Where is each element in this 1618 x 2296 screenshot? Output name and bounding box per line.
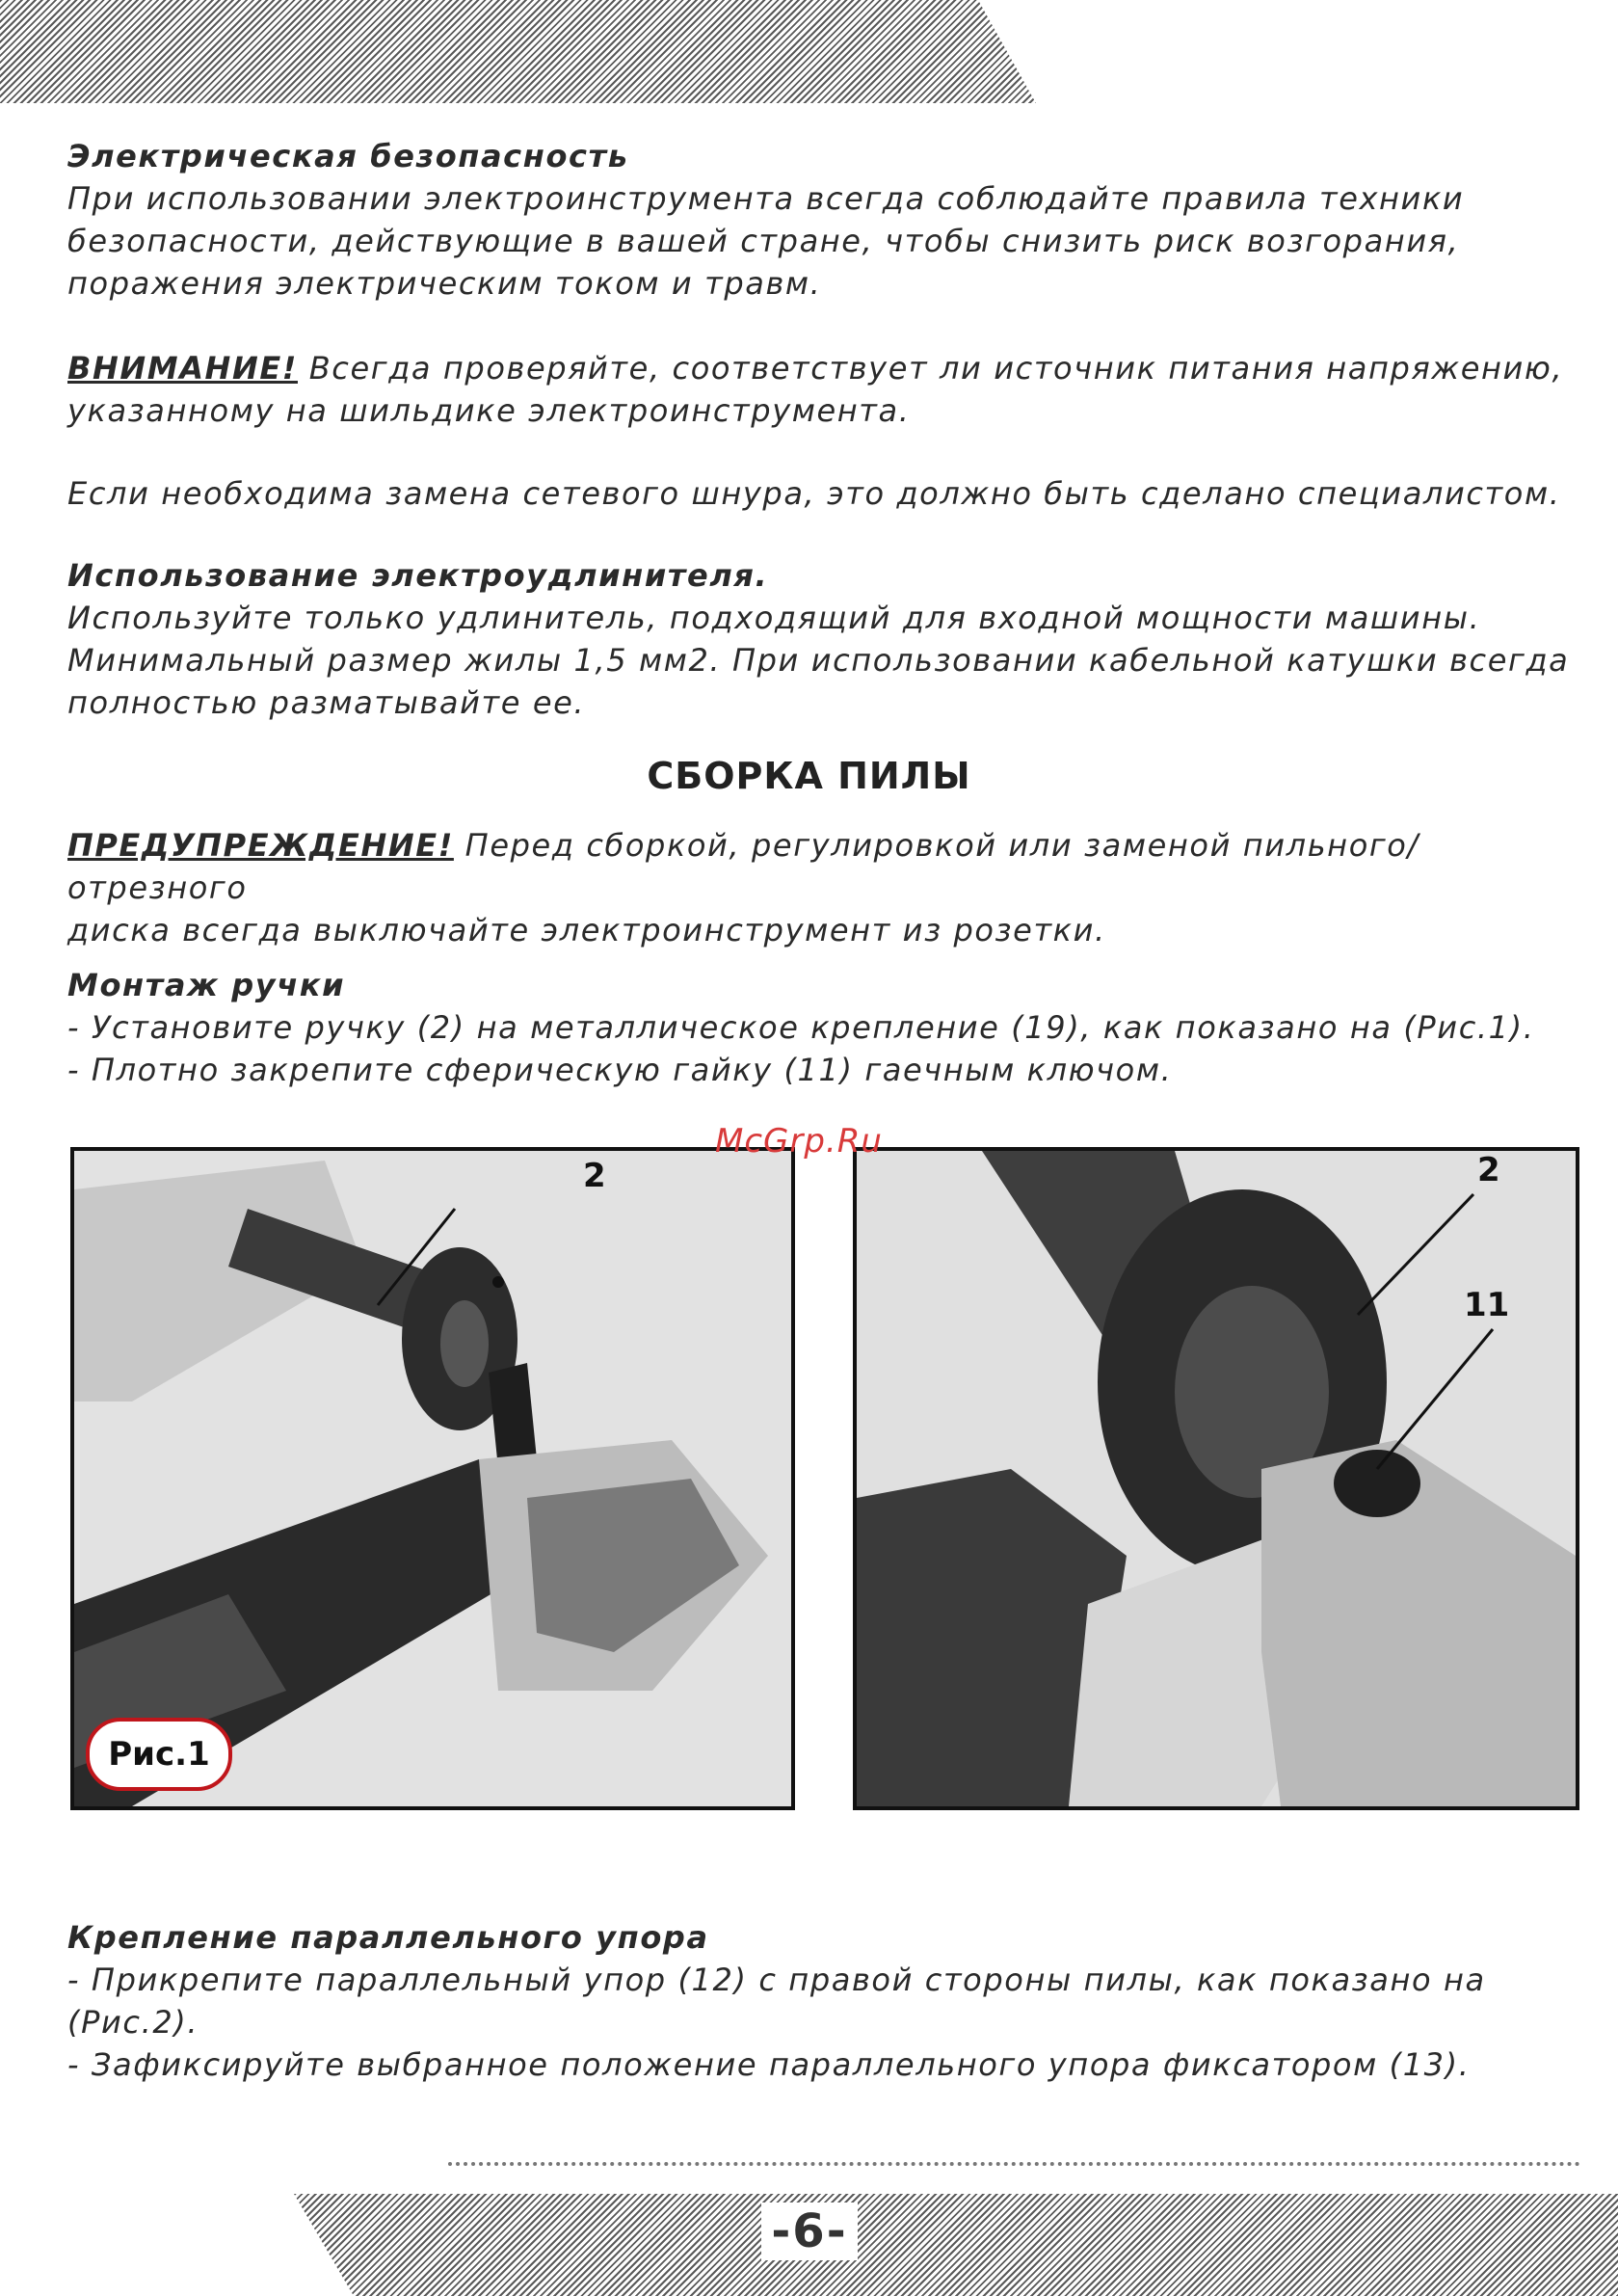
figure-1-callout: 2 bbox=[583, 1157, 606, 1195]
handle-mount-section bbox=[67, 964, 1571, 1091]
parallel-stop-section bbox=[67, 1916, 1571, 2086]
figure-2-callout-handle: 2 bbox=[1477, 1151, 1500, 1189]
attention-paragraph bbox=[67, 347, 1571, 432]
extension-title: Использование электроудлинителя. bbox=[67, 557, 769, 594]
section-title: СБОРКА ПИЛЫ bbox=[647, 755, 971, 797]
figure-1-photo bbox=[70, 1147, 795, 1810]
parallel-stop-line: - Зафиксируйте выбранное положение параллельного упора фиксатором (13). bbox=[67, 2046, 1471, 2083]
warning-label: ПРЕДУПРЕЖДЕНИЕ! bbox=[67, 827, 454, 864]
electric-safety-line: При использовании электроинструмента всегда соблюдайте правила техники bbox=[67, 180, 1465, 217]
watermark: McGrp.Ru bbox=[715, 1122, 883, 1161]
handle-mount-line: - Установите ручку (2) на металлическое крепление (19), как показано на (Рис.1). bbox=[67, 1009, 1535, 1046]
cord-replacement-text: Если необходима замена сетевого шнура, это должно быть сделано специалистом. bbox=[67, 475, 1561, 512]
cord-replacement-paragraph bbox=[67, 472, 1571, 515]
electric-safety-section bbox=[67, 135, 1571, 305]
figure-1-label: Рис.1 bbox=[86, 1718, 232, 1791]
extension-line: Используйте только удлинитель, подходящий для входной мощности машины. bbox=[67, 600, 1481, 636]
electric-safety-line: безопасности, действующие в вашей стране, чтобы снизить риск возгорания, bbox=[67, 223, 1460, 259]
page-number: -6- bbox=[761, 2203, 858, 2260]
warning-text: Перед сборкой, регулировкой или заменой пильного/отрезного bbox=[67, 827, 1419, 906]
header-hatch-band bbox=[0, 0, 1036, 103]
figure-1-illustration bbox=[74, 1151, 791, 1806]
electric-safety-title: Электрическая безопасность bbox=[67, 138, 629, 174]
attention-label: ВНИМАНИЕ! bbox=[67, 350, 298, 387]
figure-2-callout-nut: 11 bbox=[1464, 1286, 1510, 1324]
extension-section bbox=[67, 554, 1571, 724]
warning-paragraph bbox=[67, 824, 1571, 951]
footer-dotted-rule bbox=[448, 2162, 1580, 2166]
extension-line: полностью разматывайте ее. bbox=[67, 684, 586, 721]
figure-2-photo bbox=[853, 1147, 1579, 1810]
parallel-stop-title: Крепление параллельного упора bbox=[67, 1919, 709, 1956]
handle-mount-title: Монтаж ручки bbox=[67, 967, 346, 1003]
extension-line: Минимальный размер жилы 1,5 мм2. При использовании кабельной катушки всегда bbox=[67, 642, 1570, 679]
attention-text-2: указанному на шильдике электроинструмента. bbox=[67, 392, 911, 429]
footer-hatch-band bbox=[294, 2194, 1618, 2296]
figure-2-illustration bbox=[857, 1151, 1576, 1806]
attention-text: Всегда проверяйте, соответствует ли источник питания напряжению, bbox=[297, 350, 1564, 387]
warning-text-2: диска всегда выключайте электроинструмент из розетки. bbox=[67, 912, 1106, 948]
parallel-stop-line: - Прикрепите параллельный упор (12) с правой стороны пилы, как показано на (Рис.2). bbox=[67, 1962, 1486, 2041]
electric-safety-line: поражения электрическим током и травм. bbox=[67, 265, 822, 302]
handle-mount-line: - Плотно закрепите сферическую гайку (11) гаечным ключом. bbox=[67, 1052, 1173, 1088]
